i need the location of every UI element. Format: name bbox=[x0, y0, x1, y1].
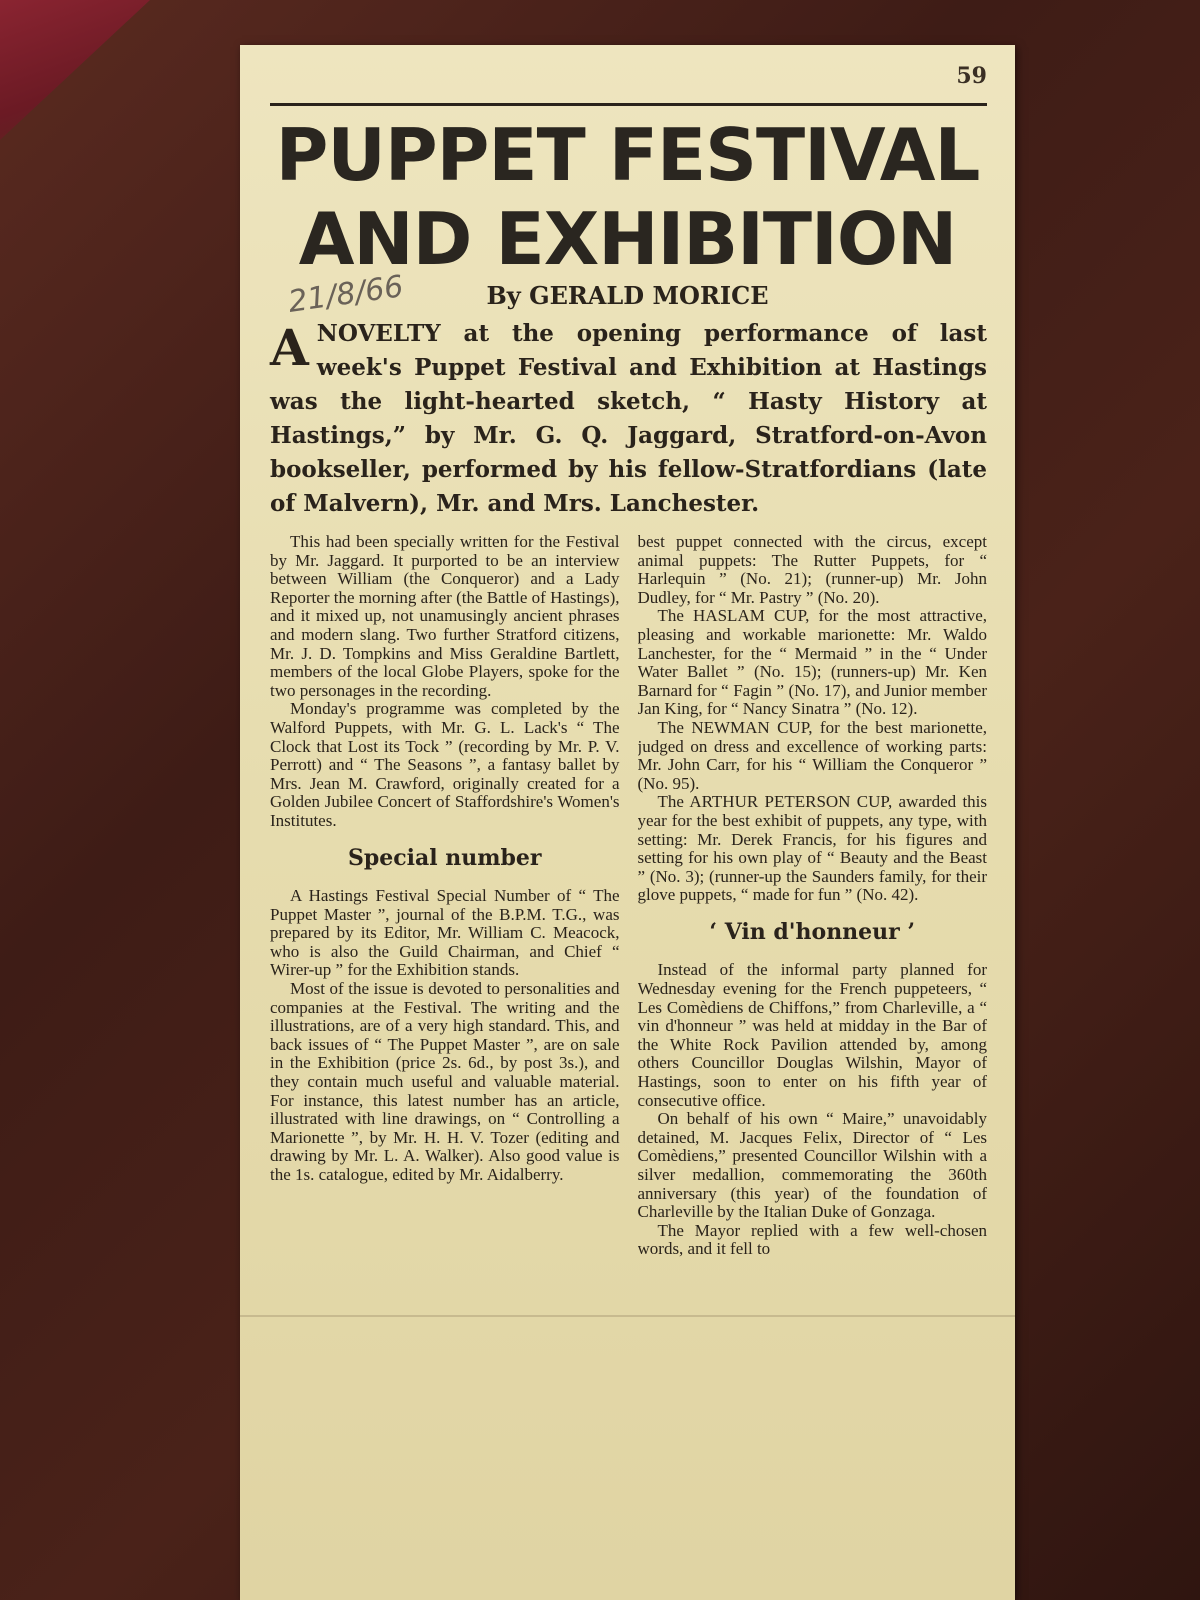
red-book-corner bbox=[0, 0, 150, 140]
subhead-vin-dhonneur: ‘ Vin d'honneur ’ bbox=[709, 918, 916, 945]
paragraph: The Mayor replied with a few well-chosen words, and it fell to bbox=[637, 1220, 987, 1259]
paper-fold-crease bbox=[240, 1315, 1015, 1317]
right-column bbox=[638, 533, 988, 1600]
handwritten-date: 21/8/66 bbox=[286, 269, 406, 320]
top-rule bbox=[270, 103, 987, 106]
headline-line-2: AND EXHIBITION bbox=[298, 197, 957, 281]
byline: By GERALD MORICE bbox=[486, 281, 769, 310]
paragraph: A Hastings Festival Special Number of “ The Puppet Master ”, journal of the B.P.M. T.G., was prepared by its Editor, Mr. William C. Meacock, who is also the Guild Chairman, and Chief “ Wirer-up ” for the Exhibition stands. bbox=[270, 886, 620, 980]
paragraph: On behalf of his own “ Maire,” unavoidably detained, M. Jacques Felix, Director of “ Les Comèdiens,” presented Councillor Wilshin with a silver medallion, commemorating the 360th anniversary (this year) of the foundation of Charleville by the Italian Duke of Gonzaga. bbox=[637, 1109, 987, 1222]
paragraph: Most of the issue is devoted to personalities and companies at the Festival. The writing and the illustrations, are of a very high standard. This, and back issues of “ The Puppet Master ”, are on sale in the Exhibition (price 2s. 6d., by post 3s.), and they contain much useful and valuable material. For instance, this latest number has an article, illustrated with line drawings, on “ Controlling a Marionette ”, by Mr. H. H. V. Tozer (editing and drawing by Mr. L. A. Walker). Also good value is the 1s. catalogue, edited by Mr. Aidalberry. bbox=[270, 979, 620, 1184]
paragraph: Instead of the informal party planned for Wednesday evening for the French puppeteers, “ Les Comèdiens de Chiffons,” from Charleville, a “ vin d'honneur ” was held at midday in the Bar of the White Rock Pavilion attended by, among others Councillor Douglas Wilshin, Mayor of Hastings, soon to enter on his fifth year of consecutive office. bbox=[637, 960, 987, 1110]
paragraph: best puppet connected with the circus, except animal puppets: The Rutter Puppets, for “ Harlequin ” (No. 21); (runner-up) Mr. John Dudley, for “ Mr. Pastry ” (No. 20). bbox=[637, 533, 987, 607]
subhead-special-number: Special number bbox=[347, 844, 542, 871]
article-columns bbox=[270, 533, 987, 1600]
left-column bbox=[270, 533, 620, 1600]
lead-paragraph bbox=[270, 317, 987, 521]
headline-line-1: PUPPET FESTIVAL bbox=[275, 113, 980, 197]
paragraph: The NEWMAN CUP, for the best marionette, judged on dress and excellence of working parts: Mr. John Carr, for his “ William the Conqueror ” (No. 95). bbox=[637, 717, 987, 793]
lead-text: NOVELTY at the opening performance of last week's Puppet Festival and Exhibition at Hastings was the light-hearted sketch, “ Hasty History at Hastings,” by Mr. G. Q. Jaggard, Stratford-on-Avon bookseller, performed by his fellow-Stratfordians (late of Malvern), Mr. and Mrs. Lanchester. bbox=[270, 320, 987, 517]
headline bbox=[260, 113, 995, 281]
paragraph: The ARTHUR PETERSON CUP, awarded this year for the best exhibit of puppets, any type, with setting: Mr. Derek Francis, for his figures and setting for his own play of “ Beauty and the Beast ” (No. 3); (runner-up the Saunders family, for their glove puppets, “ made for fun ” (No. 42). bbox=[637, 792, 987, 905]
paragraph: Monday's programme was completed by the Walford Puppets, with Mr. G. L. Lack's “ The Clock that Lost its Tock ” (recording by Mr. P. V. Perrott) and “ The Seasons ”, a fantasy ballet by Mrs. Jean M. Crawford, originally created for a Golden Jubilee Concert of Staffordshire's Women's Institutes. bbox=[270, 699, 620, 830]
page-number: 59 bbox=[956, 63, 987, 89]
newspaper-clipping bbox=[240, 45, 1015, 1600]
drop-cap: A bbox=[270, 318, 309, 377]
paragraph: This had been specially written for the Festival by Mr. Jaggard. It purported to be an interview between William (the Conqueror) and a Lady Reporter the morning after (the Battle of Hastings), and it mixed up, not unamusingly ancient phrases and modern slang. Two further Stratford citizens, Mr. J. D. Tompkins and Miss Geraldine Bartlett, members of the local Globe Players, spoke for the two personages in the recording. bbox=[270, 533, 620, 700]
paragraph: The HASLAM CUP, for the most attractive, pleasing and workable marionette: Mr. Waldo Lanchester, for the “ Mermaid ” in the “ Under Water Ballet ” (No. 15); (runners-up) Mr. Ken Barnard for “ Fagin ” (No. 17), and Junior member Jan King, for “ Nancy Sinatra ” (No. 12). bbox=[637, 606, 987, 719]
